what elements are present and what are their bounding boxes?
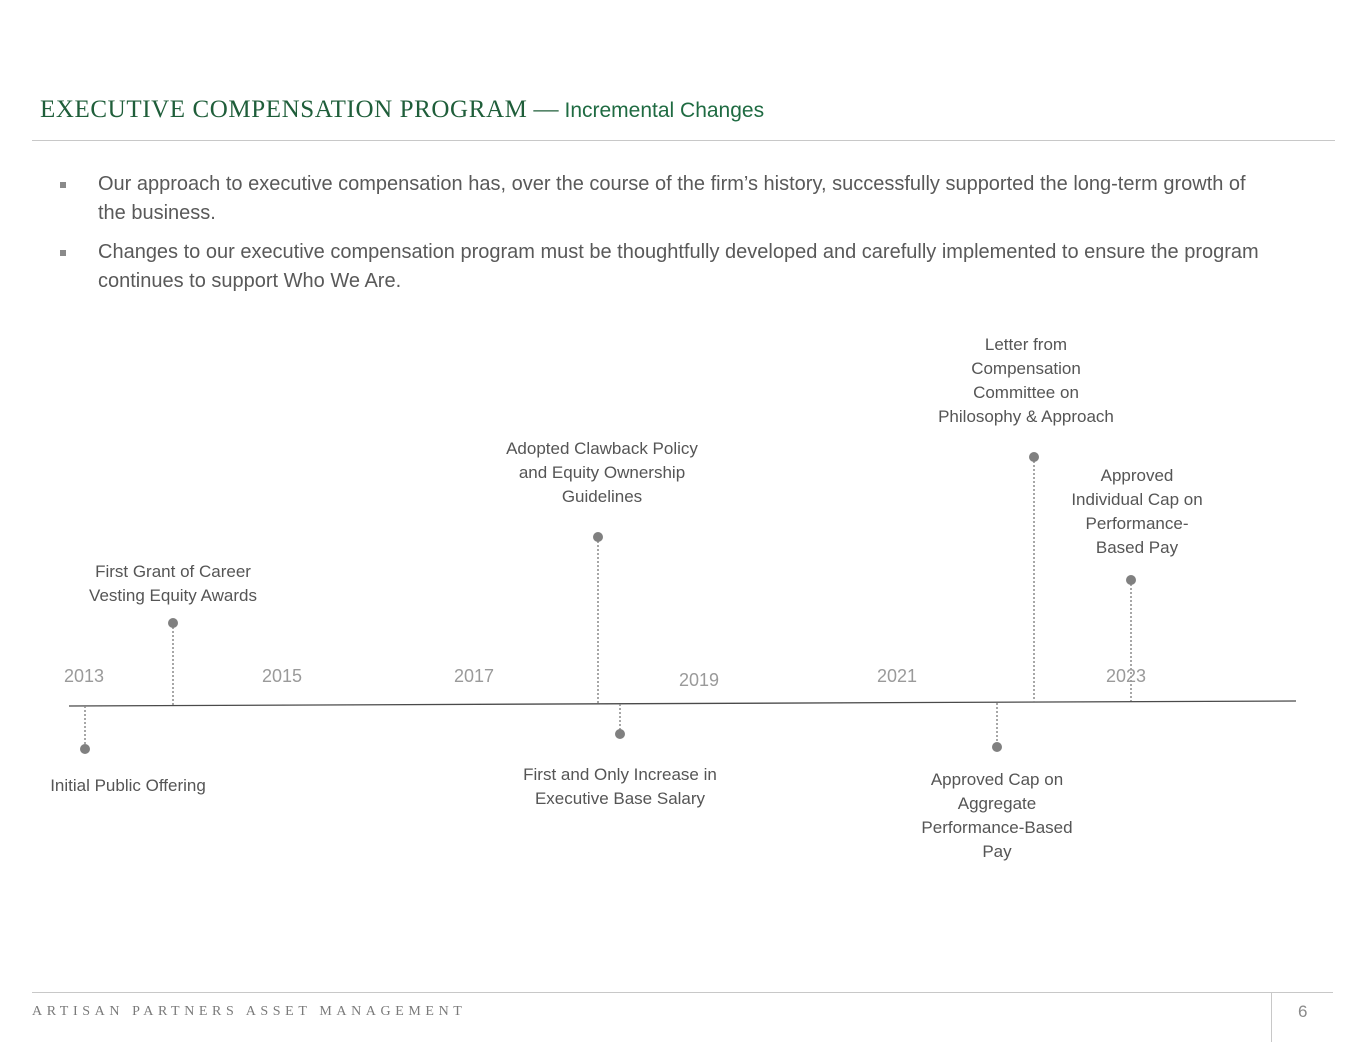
footer-divider [32,992,1333,993]
label-line: Committee on [973,383,1079,402]
event-dot [992,742,1002,752]
label-line: First and Only Increase in [523,765,717,784]
label-line: Performance- [1085,514,1189,533]
event-label-ipo [30,774,226,798]
label-line: Guidelines [561,487,643,506]
title-separator: — [533,96,559,123]
year-label: 2015 [262,666,303,686]
event-dot [1126,575,1136,585]
event-dot [168,618,178,628]
year-label: 2021 [877,666,918,686]
title-main: EXECUTIVE COMPENSATION PROGRAM [40,96,528,123]
label-line: Approved [1100,466,1174,485]
event-label-aggregate-cap [897,768,1097,864]
year-label: 2017 [454,666,495,686]
label-line: Compensation [971,359,1081,378]
event-label-individual-cap [1057,464,1217,560]
event-label-clawback [487,437,717,509]
event-label-base-salary [500,763,740,811]
label-line: Adopted Clawback Policy [506,439,698,458]
label-line: Philosophy & Approach [938,407,1114,426]
label-line: Initial Public Offering [50,776,206,795]
event-dot [615,729,625,739]
label-line: Individual Cap on [1071,490,1203,509]
label-line: Performance-Based [921,818,1073,837]
timeline-axis [69,701,1296,706]
label-line: Vesting Equity Awards [89,586,257,605]
event-label-committee-letter [916,333,1136,429]
label-line: Letter from [984,335,1068,354]
event-dot [593,532,603,542]
page-number: 6 [1298,1002,1308,1021]
bullet-text: Changes to our executive compensation program must be thoughtfully developed and carefully implemented to ensure the program continues to support Who We Are. [98,241,1259,292]
label-line: First Grant of Career [95,562,251,581]
year-label: 2023 [1106,666,1147,686]
title-subtitle: Incremental Changes [564,99,765,122]
event-label-career-equity [63,560,283,608]
footer-company-name: ARTISAN PARTNERS ASSET MANAGEMENT [32,1004,467,1019]
footer-vertical-divider [1271,993,1272,1042]
label-line: Pay [982,842,1012,861]
bullet-text: Our approach to executive compensation has, over the course of the firm’s history, successfully supported the long-term growth of the business. [98,173,1246,224]
label-line: Based Pay [1095,538,1179,557]
label-line: Aggregate [957,794,1037,813]
event-dot [1029,452,1039,462]
event-dot [80,744,90,754]
year-label: 2013 [64,666,105,686]
label-line: and Equity Ownership [518,463,686,482]
label-line: Executive Base Salary [534,789,706,808]
year-label: 2019 [679,670,720,690]
label-line: Approved Cap on [930,770,1064,789]
